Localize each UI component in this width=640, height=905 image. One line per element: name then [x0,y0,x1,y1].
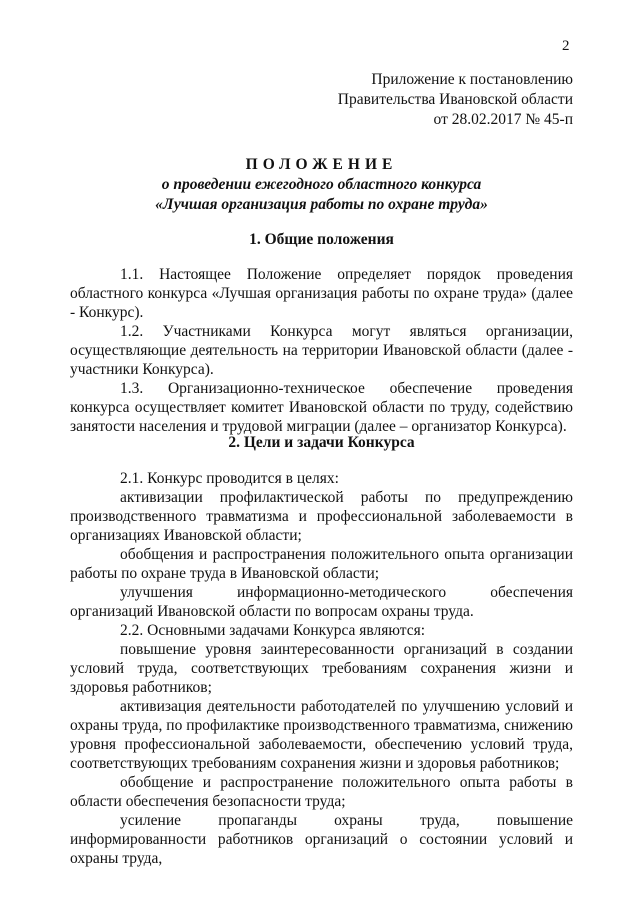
section-heading: 1. Общие положения [249,231,394,248]
paragraph: 2.2. Основными задачами Конкурса являются: [120,622,426,639]
paragraph: 2.1. Конкурс проводится в целях: [120,470,339,487]
page-number: 2 [562,38,570,54]
approval-header [338,70,573,130]
paragraph: усиление пропаганды охраны труда, повышение информированности работников организаций о состоянии условий и охраны труда, [70,812,573,867]
approval-line: Правительства Ивановской области [337,91,573,108]
paragraph: активизация деятельности работодателей по улучшению условий и охраны труда, по профилактике производственного травматизма, снижению уровня профессиональной заболеваемости, обеспечению условий труда, соответствующих требованиям сохранения жизни и здоровья работников; [70,698,573,772]
paragraph: повышение уровня заинтересованности организаций в создании условий труда, соответствующих требованиям сохранения жизни и здоровья работников; [70,641,573,696]
section-body [70,265,573,436]
paragraph: 1.1. Настоящее Положение определяет порядок проведения областного конкурса «Лучшая организация работы по охране труда» (далее - Конкурс). [70,266,573,321]
document-title: ПОЛОЖЕНИЕ [245,156,398,173]
section-body [70,469,573,868]
paragraph: 1.3. Организационно-техническое обеспечение проведения конкурса осуществляет комитет Ивановской области по труду, содействию занятости населения и трудовой миграции (далее – организатор Конкурса). [70,380,573,435]
document-subtitle: о проведении ежегодного областного конкурса [161,176,482,193]
paragraph: обобщения и распространения положительного опыта организации работы по охране труда в Ивановской области; [70,546,573,582]
document-subtitle: «Лучшая организация работы по охране труда» [155,196,488,213]
document-title-block [70,155,573,215]
paragraph: обобщение и распространение положительного опыта работы в области обеспечения безопасности труда; [70,774,573,810]
approval-line: от 28.02.2017 № 45-п [433,111,573,128]
paragraph: улучшения информационно-методического обеспечения организаций Ивановской области по вопросам охраны труда. [70,584,573,620]
approval-line: Приложение к постановлению [371,71,573,88]
section-heading: 2. Цели и задачи Конкурса [228,434,415,451]
paragraph: активизации профилактической работы по предупреждению производственного травматизма и профессиональной заболеваемости в организациях Ивановской области; [70,489,573,544]
paragraph: 1.2. Участниками Конкурса могут являться организации, осуществляющие деятельность на территории Ивановской области (далее - участники Конкурса). [70,323,573,378]
